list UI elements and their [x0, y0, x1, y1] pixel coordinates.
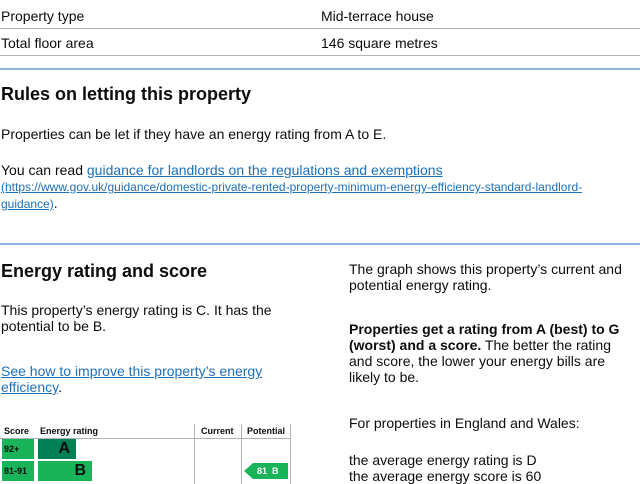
- energy-heading: Energy rating and score: [1, 261, 208, 281]
- energy-rating-text: This property’s energy rating is C. It has the potential to be B.: [1, 302, 272, 334]
- average-score: the average energy score is 60: [349, 468, 542, 484]
- guidance-suffix: .: [53, 195, 58, 211]
- rating-explanation-bold: Properties get a rating from A (best) to G (worst) and a score.: [349, 321, 620, 353]
- guidance-url-line2[interactable]: guidance): [1, 197, 54, 211]
- summary-row-property-type: [0, 1, 640, 29]
- band-bar-a: A: [38, 439, 76, 459]
- column-divider: [241, 424, 242, 484]
- column-divider: [290, 424, 291, 484]
- region-text: For properties in England and Wales:: [349, 415, 580, 431]
- summary-key: Total floor area: [1, 35, 94, 51]
- energy-rating-chart: [0, 424, 291, 484]
- header-current: Current: [201, 426, 234, 436]
- graph-description: The graph shows this property’s current and potential energy rating.: [349, 261, 622, 293]
- average-rating: the average energy rating is D: [349, 452, 537, 468]
- potential-rating-text: 81 B: [257, 466, 279, 476]
- chart-header: [0, 424, 291, 439]
- letting-text: Properties can be let if they have an energy rating from A to E.: [1, 126, 387, 142]
- improve-link[interactable]: See how to improve this property’s energy efficiency: [1, 363, 263, 395]
- summary-key: Property type: [1, 8, 85, 24]
- column-divider: [194, 424, 195, 484]
- potential-rating-arrow: [244, 463, 288, 479]
- header-score: Score: [4, 426, 30, 436]
- improve-suffix: .: [58, 379, 62, 395]
- band-bar-b: B: [38, 461, 92, 481]
- band-range: 81-91: [2, 461, 34, 481]
- summary-row-floor-area: [0, 28, 640, 56]
- summary-value: 146 square metres: [321, 35, 438, 51]
- rating-explanation-plain: The better the rating and score, the lower your energy bills are likely to be.: [349, 337, 611, 385]
- letting-heading: Rules on letting this property: [1, 84, 252, 104]
- header-potential: Potential: [247, 426, 286, 436]
- guidance-url-line1[interactable]: (https://www.gov.uk/guidance/domestic-private-rented-property-minimum-energy-efficiency-standard-landlord-: [1, 180, 583, 194]
- section-divider: [0, 68, 640, 70]
- band-range: 92+: [2, 439, 34, 459]
- section-divider: [0, 243, 640, 245]
- rating-explanation: [349, 321, 634, 385]
- summary-value: Mid-terrace house: [321, 8, 434, 24]
- guidance-prefix: You can read: [1, 162, 87, 178]
- improve-paragraph: [1, 363, 291, 395]
- header-energy-rating: Energy rating: [40, 426, 99, 436]
- guidance-paragraph: [1, 162, 631, 212]
- guidance-link[interactable]: guidance for landlords on the regulations and exemptions: [86, 162, 443, 178]
